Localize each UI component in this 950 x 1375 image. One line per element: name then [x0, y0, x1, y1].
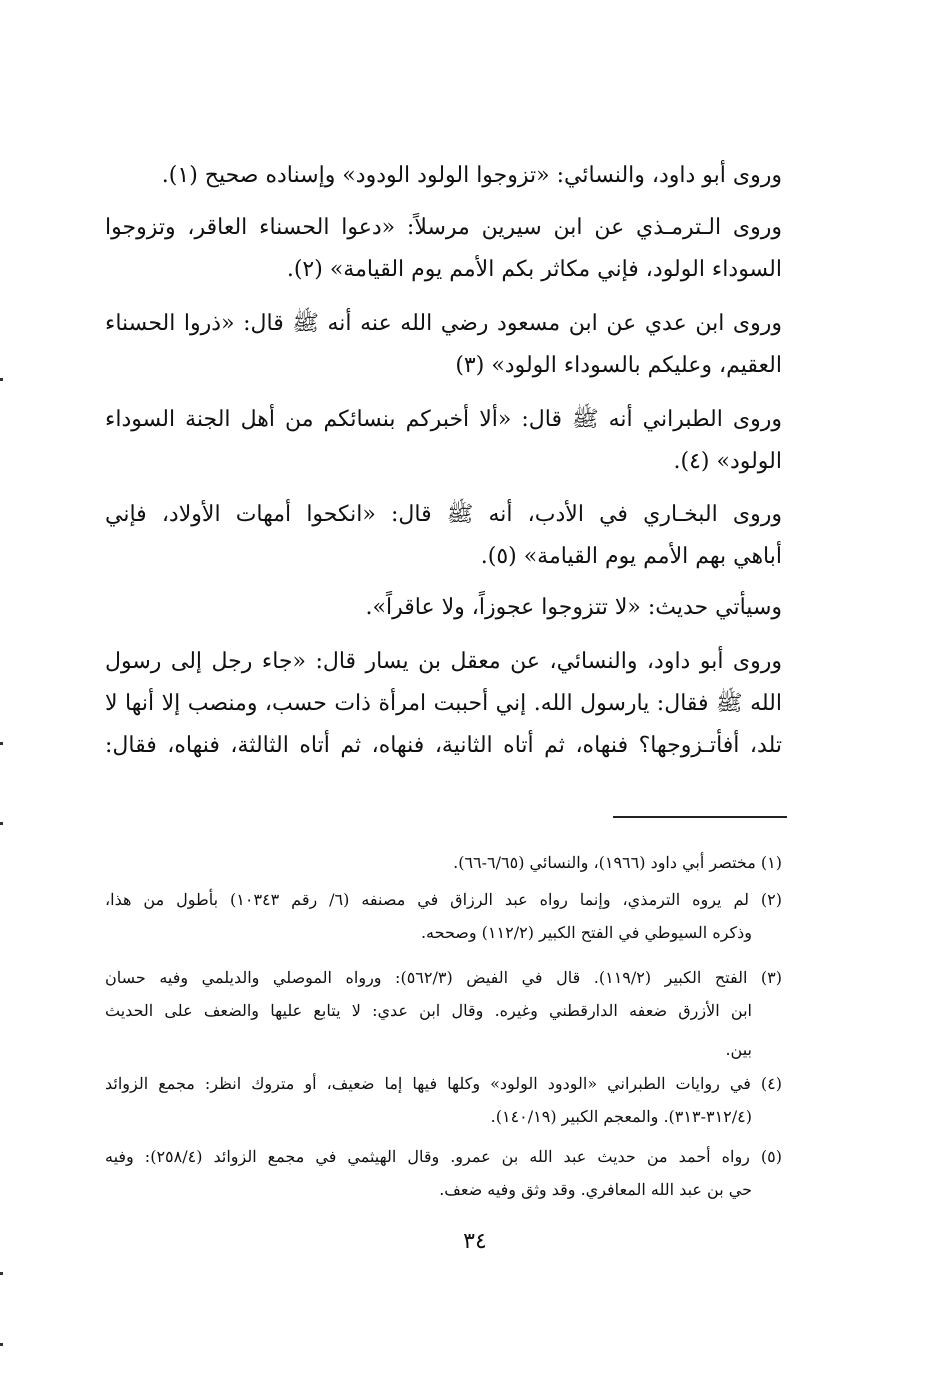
footnote-line: (٤) في روايات الطبراني «الودود الولود» وكلها فيها إما ضعيف، أو متروك انظر: مجمع الزوائد — [105, 1074, 782, 1093]
text-line: تلد، أفأتـزوجها؟ فنهاه، ثم أتاه الثانية، فنهاه، ثم أتاه الثالثة، فنهاه، فقال: — [105, 733, 782, 758]
scan-mark — [0, 378, 3, 381]
footnote-line: ابن الأزرق ضعفه الدارقطني وغيره. وقال ابن عدي: لا يتابع عليها والضعف على الحديث — [105, 1001, 752, 1020]
text-line: الولود» (٤). — [673, 449, 782, 474]
scan-mark — [0, 822, 3, 825]
footnote-line: (٣) الفتح الكبير (١١٩/٢). قال في الفيض (٥٦٢/٣): ورواه الموصلي والديلمي وفيه حسان — [105, 968, 782, 987]
text-line: أباهي بهم الأمم يوم القيامة» (٥). — [480, 544, 782, 569]
text-line: السوداء الولود، فإني مكاثر بكم الأمم يوم القيامة» (٢). — [286, 257, 782, 282]
text-line: وروى الـترمـذي عن ابن سيرين مرسلاً: «دعوا الحسناء العاقر، وتزوجوا — [105, 215, 782, 240]
footnote-line: بين. — [725, 1040, 752, 1059]
text-line: وروى أبو داود، والنسائي: «تزوجوا الولود الودود» وإسناده صحيح (١). — [161, 163, 782, 188]
text-line: وروى ابن عدي عن ابن مسعود رضي الله عنه أنه ﷺ قال: «ذروا الحسناء — [105, 311, 782, 336]
footnote-line: حي بن عبد الله المعافري. وقد وثق وفيه ضعف. — [439, 1180, 752, 1199]
scan-mark — [0, 1272, 3, 1275]
footnote-line: وذكره السيوطي في الفتح الكبير (١١٢/٢) وصححه. — [420, 923, 752, 942]
footnote-line: (١) مختصر أبي داود (١٩٦٦)، والنسائي (٦/٦٥-٦٦). — [453, 853, 782, 872]
text-line: الله ﷺ فقال: يارسول الله. إني أحببت امرأة ذات حسب، ومنصب إلا أنها لا — [105, 691, 782, 716]
text-line: وروى البخـاري في الأدب، أنه ﷺ قال: «انكحوا أمهات الأولاد، فإني — [105, 502, 782, 527]
footnote-line: (٥) رواه أحمد من حديث عبد الله بن عمرو. وقال الهيثمي في مجمع الزوائد (٢٥٨/٤): وفيه — [105, 1147, 782, 1166]
text-line: وسيأتي حديث: «لا تتزوجوا عجوزاً، ولا عاقراً». — [365, 595, 782, 620]
scan-mark — [0, 1343, 3, 1346]
text-line: وروى أبو داود، والنسائي، عن معقل بن يسار قال: «جاء رجل إلى رسول — [105, 649, 782, 674]
text-line: العقيم، وعليكم بالسوداء الولود» (٣) — [455, 353, 782, 378]
page-number: ٣٤ — [463, 1229, 487, 1254]
scan-mark — [0, 742, 3, 745]
footnote-line: (٣١٢/٤-٣١٣). والمعجم الكبير (١٤٠/١٩). — [490, 1107, 752, 1126]
footnote-separator — [613, 816, 787, 818]
text-line: وروى الطبراني أنه ﷺ قال: «ألا أخبركم بنسائكم من أهل الجنة السوداء — [105, 407, 782, 432]
footnote-line: (٢) لم يروه الترمذي، وإنما رواه عبد الرزاق في مصنفه (٦/ رقم ١٠٣٤٣) بأطول من هذا، — [105, 890, 782, 909]
